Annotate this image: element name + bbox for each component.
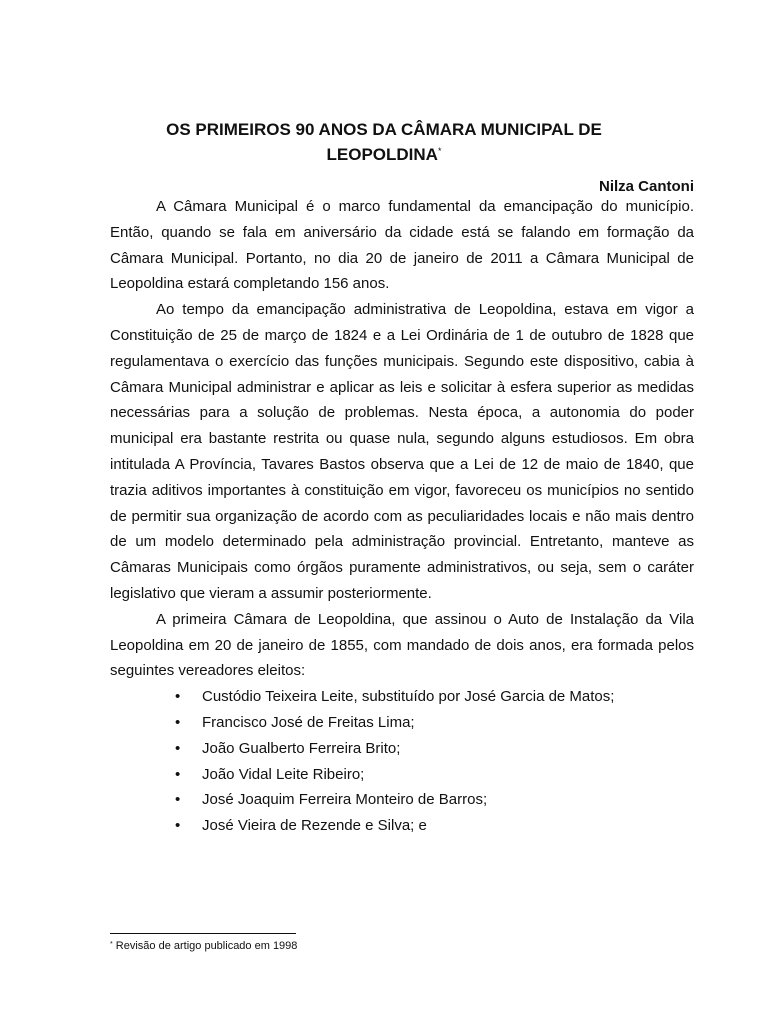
paragraph-3: A primeira Câmara de Leopoldina, que assinou o Auto de Instalação da Vila Leopoldina em 20 de janeiro de 1855, com mandado de dois anos, era formada pelos seguintes vereadores eleitos: [110,610,694,680]
bullet-icon: • [175,688,181,706]
document-title [110,117,658,167]
footnote-separator [110,933,296,934]
list-item [110,684,694,710]
bullet-icon: • [175,791,181,809]
title-line-1: OS PRIMEIROS 90 ANOS DA CÂMARA MUNICIPAL DE [166,120,602,139]
list-item-text: José Joaquim Ferreira Monteiro de Barros; [202,791,488,809]
list-item [110,813,694,839]
bullet-icon: • [175,765,181,783]
bullet-icon: • [175,739,181,757]
title-footnote-marker: * [437,146,442,156]
list-item [110,710,694,736]
paragraph-1: A Câmara Municipal é o marco fundamental da emancipação do município. Então, quando se fala em aniversário da cidade está se falando em formação da Câmara Municipal. Portanto, no dia 20 de janeiro de 2011 a Câmara Municipal de Leopoldina estará completando 156 anos. [110,198,694,293]
list-item-text: Custódio Teixeira Leite, substituído por José Garcia de Matos; [202,688,615,706]
list-item-text: João Gualberto Ferreira Brito; [202,739,401,757]
list-item [110,762,694,788]
list-item [110,736,694,762]
councilors-list [110,684,694,839]
paragraph-2: Ao tempo da emancipação administrativa de Leopoldina, estava em vigor a Constituição de 25 de março de 1824 e a Lei Ordinária de 1 de outubro de 1828 que regulamentava o exercício das funções municipais. Segundo este dispositivo, cabia à Câmara Municipal administrar e aplicar as leis e solicitar à esfera superior as medidas necessárias para a solução de problemas. Nesta época, a autonomia do poder municipal era bastante restrita ou quase nula, segundo alguns estudiosos. Em obra intitulada A Província, Tavares Bastos observa que a Lei de 12 de maio de 1840, que trazia aditivos importantes à constituição em vigor, favoreceu os municípios no sentido de permitir sua organização de acordo com as peculiaridades locais e não mais dentro de um modelo determinado pela administração provincial. Entretanto, manteve as Câmaras Municipais como órgãos puramente administrativos, ou seja, sem o caráter legislativo que vieram a assumir posteriormente. [110,301,694,602]
footnote-text: Revisão de artigo publicado em 1998 [112,940,298,952]
list-item-text: José Vieira de Rezende e Silva; e [202,817,427,835]
bullet-icon: • [175,817,181,835]
author-name: Nilza Cantoni [598,178,694,195]
list-item-text: Francisco José de Freitas Lima; [202,713,415,731]
title-line-2: LEOPOLDINA [326,145,438,164]
list-item-text: João Vidal Leite Ribeiro; [202,765,365,783]
footnote-marker: * [110,941,113,948]
footnote [110,938,297,954]
article-body [110,194,694,839]
bullet-icon: • [175,713,181,731]
list-item [110,787,694,813]
